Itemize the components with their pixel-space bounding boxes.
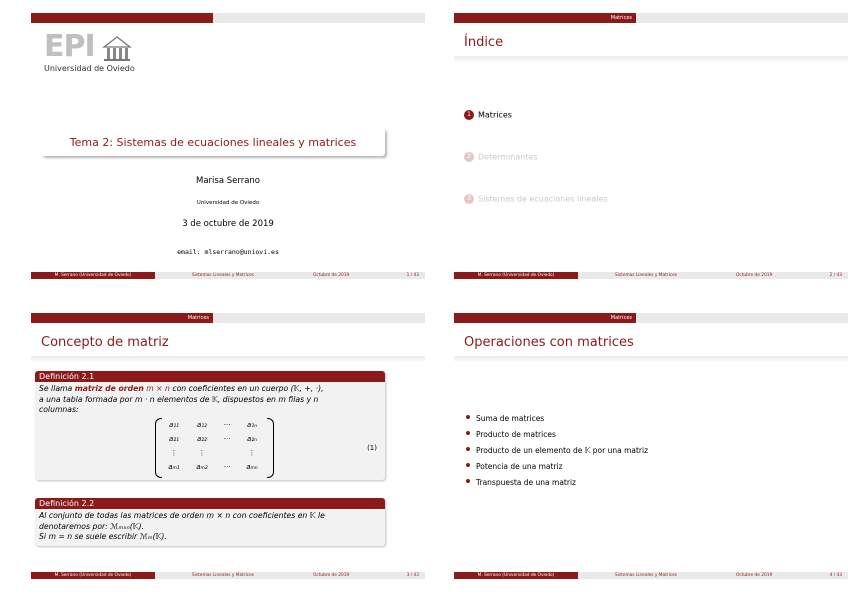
definition-title: Definición 2.1 [35, 371, 385, 382]
frame-title: Concepto de matriz [41, 335, 169, 350]
matrix-cell: a₂ₙ [247, 434, 257, 443]
def1-text: columnas: [39, 405, 79, 414]
definition-block-1 [35, 371, 385, 480]
toc-label: Matrices [478, 110, 512, 120]
bullet-icon [466, 415, 470, 419]
footer-author: M. Serrano (Universidad de Oviedo) [454, 572, 578, 579]
institution: Universidad de Oviedo [196, 200, 260, 206]
def2-text: Si m = n se suele escribir ℳₘ(𝕂). [39, 532, 167, 541]
slide-4 [454, 313, 848, 579]
bullet-icon [466, 479, 470, 483]
footer [454, 572, 848, 579]
def2-text: Al conjunto de todas las matrices de orden m × n con coeficientes en 𝕂 le [39, 511, 325, 520]
toc-number: 1 [464, 110, 474, 120]
footer-date: Octubre de 2019 [313, 573, 350, 578]
toc-number: 3 [464, 194, 474, 204]
footer-title: Sistemas Lineales y Matrices [578, 272, 714, 279]
list-item [476, 430, 556, 439]
toc-label: Sistemas de ecuaciones lineales [478, 194, 608, 204]
equation-number: (1) [367, 443, 377, 452]
matrix-cell: a₂₂ [197, 434, 207, 443]
list-item-text: Producto de un elemento de 𝕂 por una matriz [476, 446, 649, 455]
definition-title: Definición 2.2 [35, 498, 385, 509]
toc-number: 2 [464, 152, 474, 162]
section-tab: Matrices [454, 13, 636, 23]
matrix-cell: ⋮ [248, 448, 256, 457]
matrix-cell: aₘ₁ [168, 462, 180, 471]
section-tab: Matrices [454, 313, 636, 323]
footer-author: M. Serrano (Universidad de Oviedo) [454, 272, 578, 279]
footer-date: Octubre de 2019 [736, 573, 773, 578]
slide-3 [31, 313, 425, 579]
footer-title: Sistemas Lineales y Matrices [155, 272, 291, 279]
footer-title: Sistemas Lineales y Matrices [578, 572, 714, 579]
def1-text: a una tabla formada por m · n elementos de 𝕂, dispuestos en m filas y n [39, 394, 319, 404]
logo-university-name: Universidad de Oviedo [44, 64, 135, 73]
list-item [476, 462, 563, 471]
footer-date: Octubre de 2019 [313, 273, 350, 278]
email: email: mlserrano@uniovi.es [177, 248, 279, 256]
slide-1 [31, 13, 425, 279]
list-item-text: Producto de matrices [476, 430, 556, 439]
footer-author: M. Serrano (Universidad de Oviedo) [31, 272, 155, 279]
matrix-cell: aₘ₂ [196, 462, 208, 471]
bullet-icon [466, 463, 470, 467]
list-item [476, 446, 648, 455]
def1-order: m × n [143, 384, 170, 393]
title-box [41, 128, 385, 156]
author: Marisa Serrano [196, 176, 260, 186]
toc-item-3[interactable] [464, 194, 608, 204]
matrix-cell: a₁ₙ [247, 420, 257, 429]
list-item [476, 478, 576, 487]
list-item-text: Suma de matrices [476, 414, 545, 423]
list-item-text: Transpuesta de una matriz [476, 478, 576, 487]
frame-title: Índice [464, 35, 504, 50]
footer-date: Octubre de 2019 [736, 273, 773, 278]
bullet-icon [466, 447, 470, 451]
footer-author: M. Serrano (Universidad de Oviedo) [31, 572, 155, 579]
section-tab: Matrices [31, 313, 213, 323]
toc-label: Determinantes [478, 152, 538, 162]
matrix-cell: ⋮ [170, 448, 178, 457]
page-number: 1 / 43 [406, 273, 419, 278]
footer-title: Sistemas Lineales y Matrices [155, 572, 291, 579]
def1-term: matriz de orden [74, 384, 144, 393]
matrix-cell: aₘₙ [246, 462, 258, 471]
building-icon [102, 35, 132, 63]
matrix-cell: ··· [223, 462, 231, 471]
footer [31, 572, 425, 579]
footer [454, 272, 848, 279]
presentation-title: Tema 2: Sistemas de ecuaciones lineales y matrices [69, 136, 357, 149]
frame-title: Operaciones con matrices [464, 335, 634, 350]
list-item [476, 414, 544, 423]
slide-2 [454, 13, 848, 279]
top-bar [31, 13, 425, 23]
logo-letters: EPI [44, 29, 95, 64]
presentation-date: 3 de octubre de 2019 [182, 219, 274, 229]
page-number: 3 / 43 [406, 573, 419, 578]
footer [31, 272, 425, 279]
matrix-cell: a₁₁ [169, 420, 179, 429]
matrix [39, 417, 381, 477]
matrix-cell: ··· [223, 434, 231, 443]
matrix-cell: ··· [223, 420, 231, 429]
matrix-cell: a₂₁ [169, 434, 179, 443]
toc-item-1[interactable] [464, 110, 512, 120]
university-logo [44, 31, 154, 77]
definition-block-2 [35, 498, 385, 546]
page-number: 2 / 43 [829, 273, 842, 278]
matrix-cell: ⋮ [198, 448, 206, 457]
bullet-icon [466, 431, 470, 435]
right-bracket [267, 418, 274, 478]
def2-text: denotaremos por: ℳₘₓₙ(𝕂). [39, 521, 144, 531]
list-item-text: Potencia de una matriz [476, 462, 563, 471]
toc-item-2[interactable] [464, 152, 538, 162]
def1-text: Se llama [39, 384, 75, 393]
def1-text: con coeficientes en un cuerpo (𝕂, +, ·), [169, 384, 324, 393]
page-number: 4 / 43 [829, 573, 842, 578]
matrix-cell: a₁₂ [197, 420, 207, 429]
